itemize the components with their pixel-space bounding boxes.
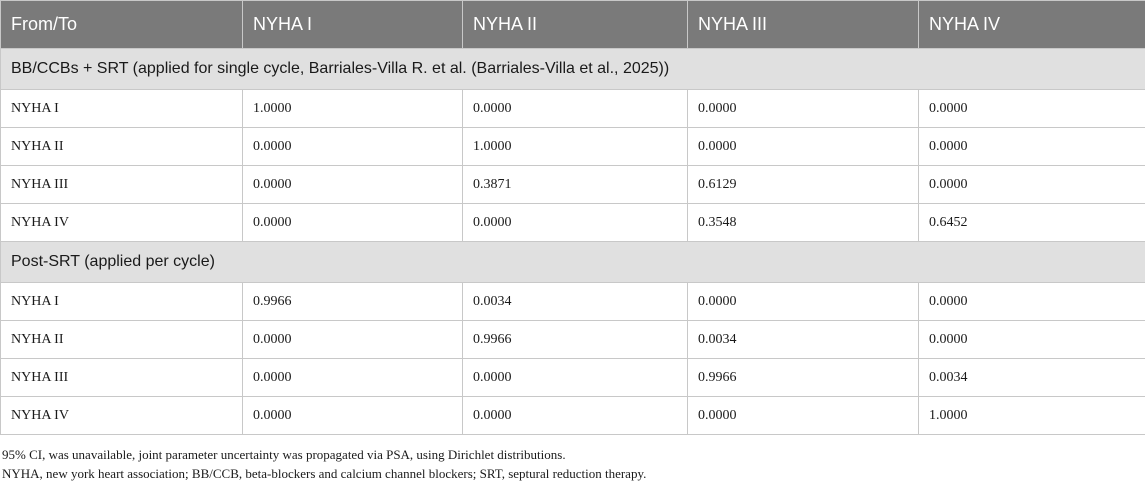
row-label: NYHA II <box>1 128 243 166</box>
table-cell: 0.0000 <box>919 166 1145 204</box>
section-title: Post-SRT (applied per cycle) <box>1 242 1145 283</box>
table-row <box>1 204 1145 242</box>
table-cell: 1.0000 <box>243 90 463 128</box>
table-cell: 0.0034 <box>463 283 688 321</box>
table-cell: 0.0000 <box>463 359 688 397</box>
header-from-to: From/To <box>1 1 243 49</box>
table-cell: 0.0000 <box>243 397 463 435</box>
table-cell: 0.0000 <box>688 90 919 128</box>
table-cell: 0.0000 <box>243 128 463 166</box>
table-cell: 0.0034 <box>919 359 1145 397</box>
table-row <box>1 166 1145 204</box>
row-label: NYHA IV <box>1 204 243 242</box>
table-row <box>1 321 1145 359</box>
header-nyha-3: NYHA III <box>688 1 919 49</box>
table-cell: 0.9966 <box>688 359 919 397</box>
table-cell: 0.3548 <box>688 204 919 242</box>
table-cell: 0.0000 <box>243 204 463 242</box>
table-body <box>1 49 1145 435</box>
table-row <box>1 397 1145 435</box>
table-footnotes <box>2 445 646 483</box>
header-nyha-4: NYHA IV <box>919 1 1145 49</box>
row-label: NYHA III <box>1 359 243 397</box>
table-cell: 0.0000 <box>688 397 919 435</box>
table-cell: 0.0000 <box>243 321 463 359</box>
table-row <box>1 359 1145 397</box>
table-cell: 1.0000 <box>919 397 1145 435</box>
table-cell: 0.0000 <box>688 283 919 321</box>
row-label: NYHA III <box>1 166 243 204</box>
header-row <box>1 1 1145 49</box>
table-cell: 0.0000 <box>919 283 1145 321</box>
table-cell: 0.0034 <box>688 321 919 359</box>
table-row <box>1 90 1145 128</box>
table-cell: 0.6129 <box>688 166 919 204</box>
row-label: NYHA IV <box>1 397 243 435</box>
row-label: NYHA I <box>1 283 243 321</box>
table-row <box>1 128 1145 166</box>
section-row <box>1 242 1145 283</box>
table-row <box>1 283 1145 321</box>
row-label: NYHA II <box>1 321 243 359</box>
table-cell: 0.0000 <box>688 128 919 166</box>
table-cell: 0.0000 <box>919 128 1145 166</box>
table-cell: 1.0000 <box>463 128 688 166</box>
table-cell: 0.0000 <box>919 90 1145 128</box>
header-nyha-2: NYHA II <box>463 1 688 49</box>
section-title: BB/CCBs + SRT (applied for single cycle, Barriales-Villa R. et al. (Barriales-Villa et al., 2025)) <box>1 49 1145 90</box>
header-nyha-1: NYHA I <box>243 1 463 49</box>
table-cell: 0.0000 <box>243 166 463 204</box>
table-header <box>1 1 1145 49</box>
row-label: NYHA I <box>1 90 243 128</box>
table-cell: 0.0000 <box>463 397 688 435</box>
table-cell: 0.6452 <box>919 204 1145 242</box>
section-row <box>1 49 1145 90</box>
table-cell: 0.0000 <box>919 321 1145 359</box>
table-cell: 0.3871 <box>463 166 688 204</box>
footnote-abbreviations: NYHA, new york heart association; BB/CCB, beta-blockers and calcium channel blockers; SRT, septural reduction therapy. <box>2 466 647 481</box>
table-cell: 0.0000 <box>463 90 688 128</box>
table-cell: 0.0000 <box>243 359 463 397</box>
footnote-ci: 95% CI, was unavailable, joint parameter uncertainty was propagated via PSA, using Dirichlet distributions. <box>2 447 566 462</box>
table-cell: 0.9966 <box>463 321 688 359</box>
table-cell: 0.0000 <box>463 204 688 242</box>
table-cell: 0.9966 <box>243 283 463 321</box>
